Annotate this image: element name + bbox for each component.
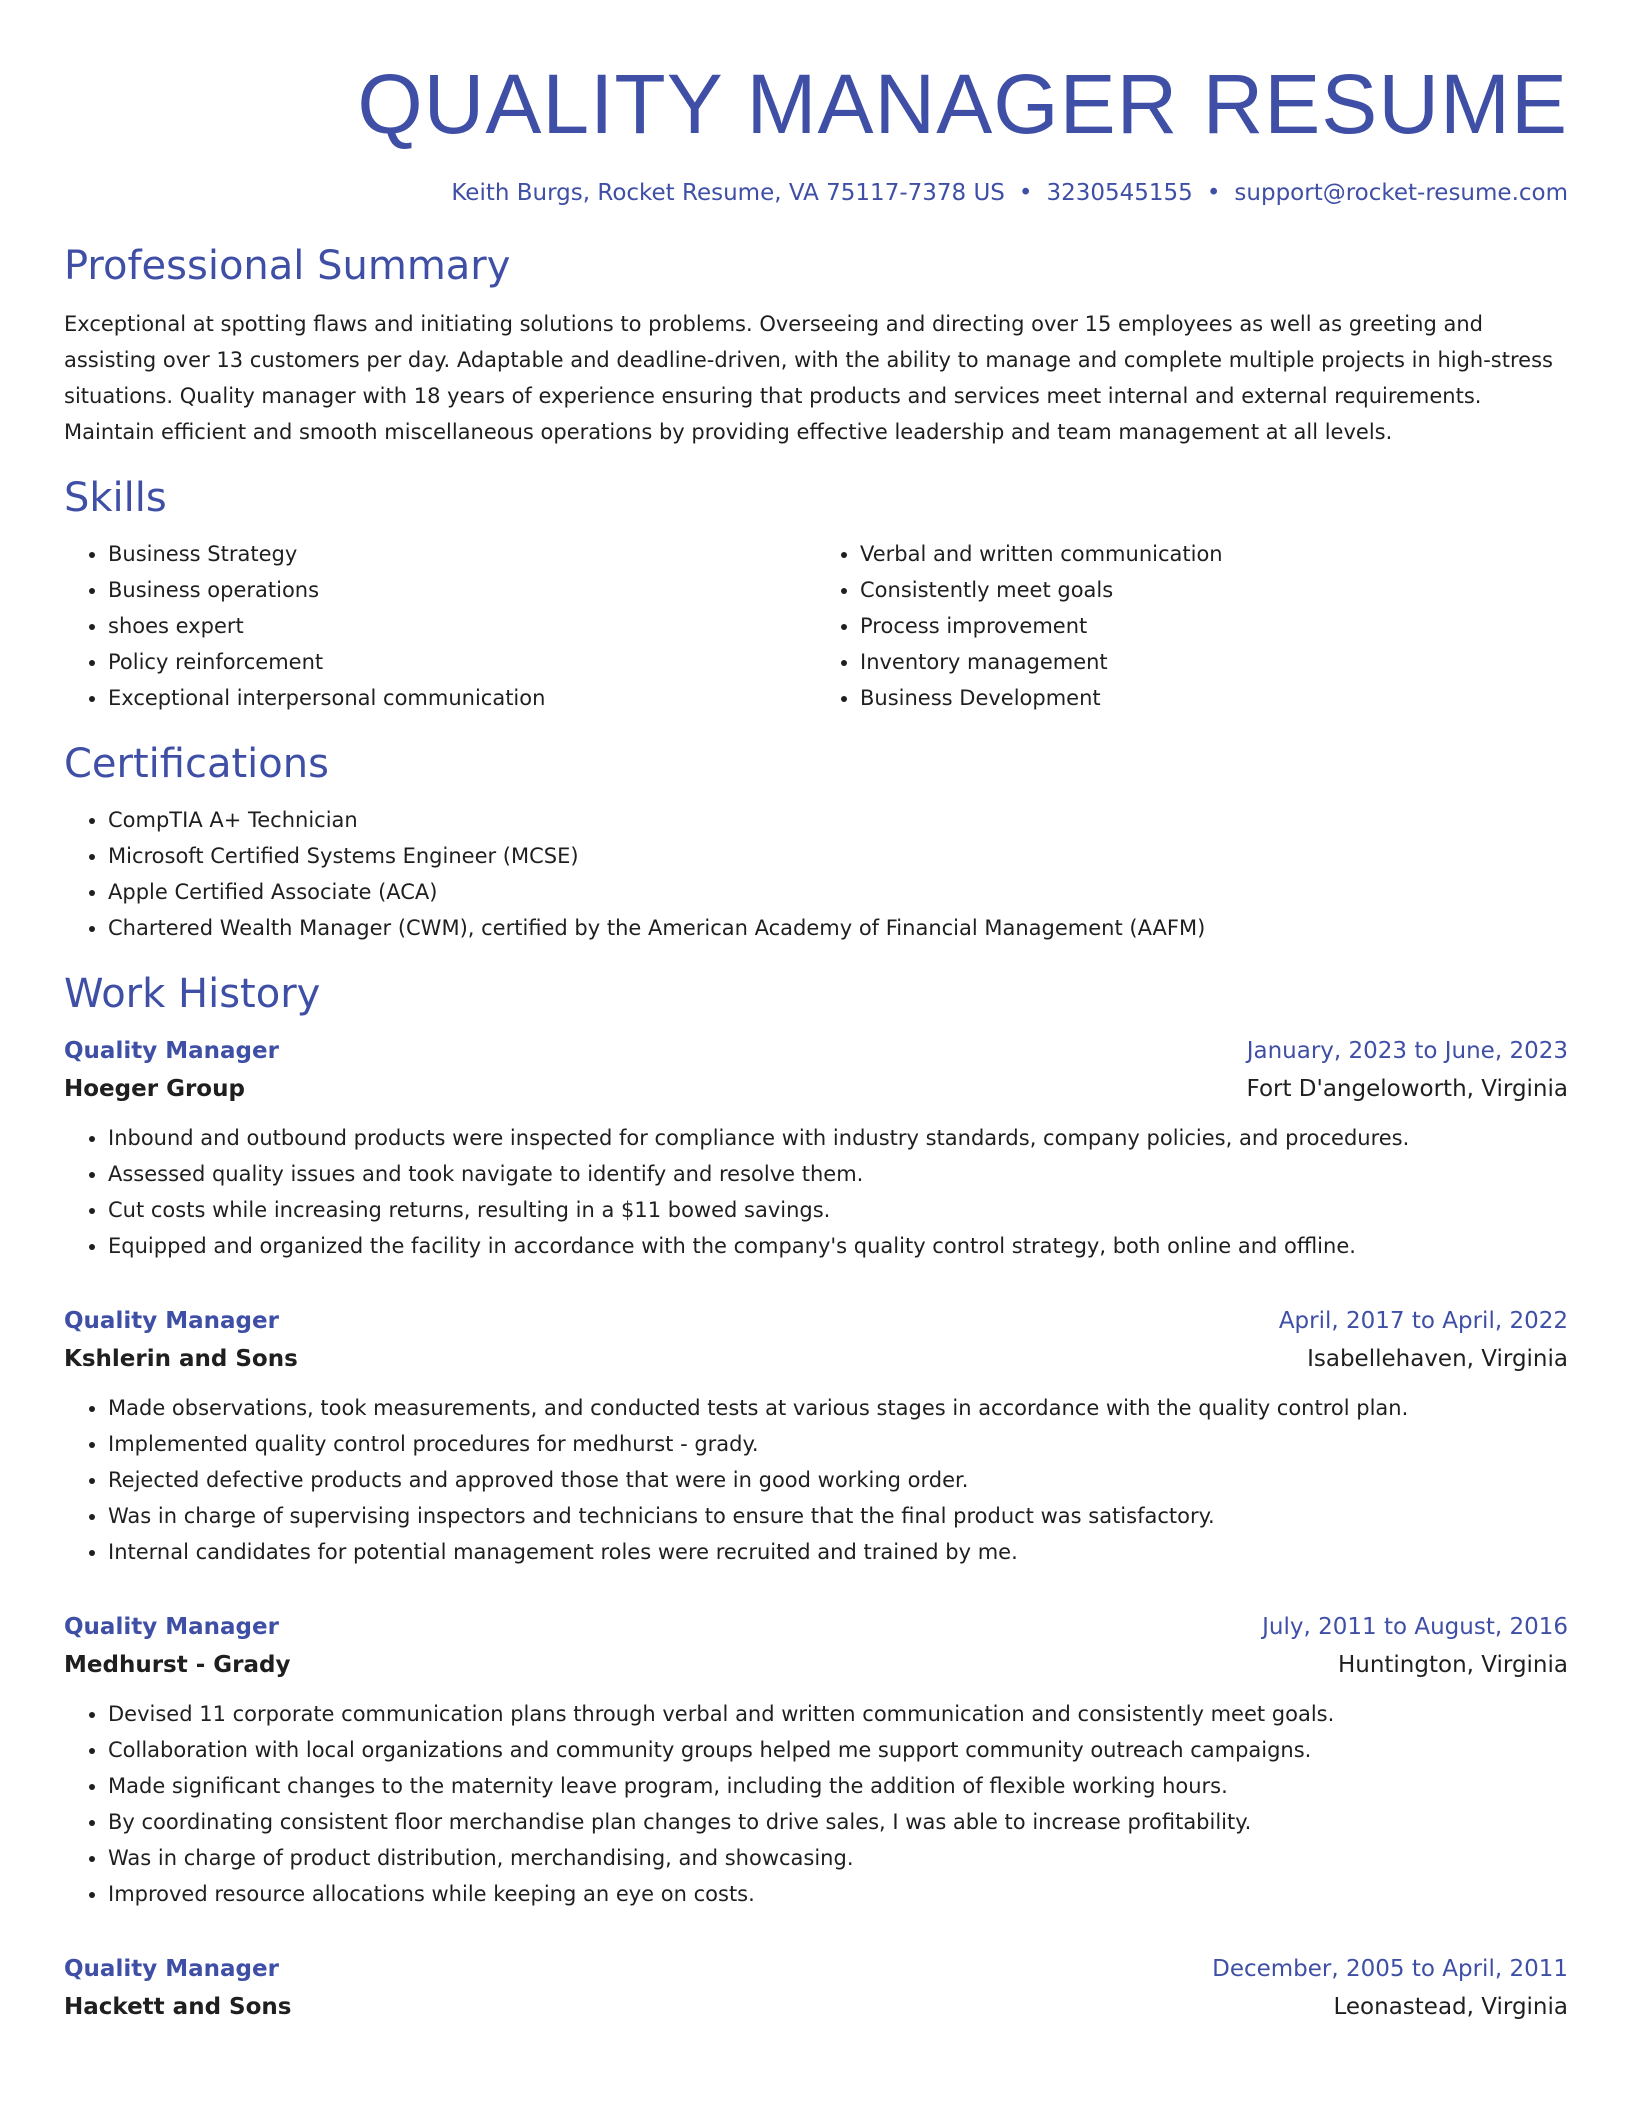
- job-title: Quality Manager: [64, 1614, 279, 1640]
- contact-separator: •: [1206, 180, 1221, 206]
- skills-columns: [64, 536, 1568, 716]
- job-bullet: • Made significant changes to the maternity leave program, including the addition of flexible working hours.: [108, 1768, 1568, 1804]
- job-bullets: [64, 1390, 1568, 1570]
- summary-text: Exceptional at spotting flaws and initiating solutions to problems. Overseeing and directing over 15 employees as well as greeting and assisting over 13 customers per day. Adaptable and deadline-driven, with the ability to manage and complete multiple projects in high-stress situations. Quality manager with 18 years of experience ensuring that products and services meet internal and external requirements. Maintain efficient and smooth miscellaneous operations by providing effective leadership and team management at all levels.: [64, 312, 1553, 444]
- job-header-row: [64, 1302, 1568, 1340]
- job-location: Huntington, Virginia: [1337, 1652, 1568, 1678]
- job-entry: [64, 1302, 1568, 1570]
- job-location: Leonastead, Virginia: [1333, 1994, 1568, 2020]
- job-entry: [64, 1032, 1568, 1264]
- job-bullet: • Internal candidates for potential management roles were recruited and trained by me.: [108, 1534, 1568, 1570]
- skill-item: • Inventory management: [860, 644, 1568, 680]
- job-bullet: • Improved resource allocations while keeping an eye on costs.: [108, 1876, 1568, 1912]
- skills-section: [64, 474, 1568, 716]
- job-dates: January, 2023 to June, 2023: [1246, 1038, 1568, 1064]
- job-location: Fort D'angeloworth, Virginia: [1246, 1076, 1568, 1102]
- skill-item: • Consistently meet goals: [860, 572, 1568, 608]
- job-bullet: • Rejected defective products and approved those that were in good working order.: [108, 1462, 1568, 1498]
- job-bullet: • Made observations, took measurements, and conducted tests at various stages in accordance with the quality control plan.: [108, 1390, 1568, 1426]
- job-company: Kshlerin and Sons: [64, 1346, 298, 1372]
- job-company: Medhurst - Grady: [64, 1652, 291, 1678]
- job-company-row: [64, 1070, 1568, 1108]
- work-history-section: [64, 970, 1568, 2026]
- job-title: Quality Manager: [64, 1956, 279, 1982]
- job-bullet: • Was in charge of supervising inspectors and technicians to ensure that the final product was satisfactory.: [108, 1498, 1568, 1534]
- job-dates: April, 2017 to April, 2022: [1278, 1308, 1568, 1334]
- resume-title: QUALITY MANAGER RESUME: [357, 57, 1568, 151]
- job-bullet: • Was in charge of product distribution, merchandising, and showcasing.: [108, 1840, 1568, 1876]
- certification-item: • Microsoft Certified Systems Engineer (MCSE): [108, 838, 1568, 874]
- contact-separator: •: [1018, 180, 1033, 206]
- job-header-row: [64, 1950, 1568, 1988]
- job-bullets: [64, 1696, 1568, 1912]
- job-company-row: [64, 1646, 1568, 1684]
- skill-item: • Business Strategy: [108, 536, 816, 572]
- contact-line: [64, 178, 1568, 208]
- skill-item: • Policy reinforcement: [108, 644, 816, 680]
- job-company: Hackett and Sons: [64, 1994, 292, 2020]
- work-history-heading: Work History: [64, 971, 321, 1017]
- certification-item: • Chartered Wealth Manager (CWM), certified by the American Academy of Financial Management (AAFM): [108, 910, 1568, 946]
- job-entry: [64, 1608, 1568, 1912]
- contact-email[interactable]: support@rocket-resume.com: [1234, 180, 1568, 206]
- skill-item: • Business Development: [860, 680, 1568, 716]
- job-company: Hoeger Group: [64, 1076, 245, 1102]
- summary-section: [64, 242, 1568, 450]
- job-title: Quality Manager: [64, 1308, 279, 1334]
- certifications-section: [64, 740, 1568, 946]
- job-company-row: [64, 1988, 1568, 2026]
- skills-list-right: [816, 536, 1568, 716]
- job-bullets: [64, 1120, 1568, 1264]
- job-bullet: • Equipped and organized the facility in accordance with the company's quality control strategy, both online and offline.: [108, 1228, 1568, 1264]
- job-company-row: [64, 1340, 1568, 1378]
- job-bullet: • Assessed quality issues and took navigate to identify and resolve them.: [108, 1156, 1568, 1192]
- job-bullet: • Collaboration with local organizations and community groups helped me support community outreach campaigns.: [108, 1732, 1568, 1768]
- job-title: Quality Manager: [64, 1038, 279, 1064]
- certification-item: • CompTIA A+ Technician: [108, 802, 1568, 838]
- skill-item: • Verbal and written communication: [860, 536, 1568, 572]
- contact-address: Keith Burgs, Rocket Resume, VA 75117-7378 US: [451, 180, 1005, 206]
- job-bullet: • Implemented quality control procedures for medhurst - grady.: [108, 1426, 1568, 1462]
- job-bullet: • By coordinating consistent floor merchandise plan changes to drive sales, I was able to increase profitability.: [108, 1804, 1568, 1840]
- job-dates: December, 2005 to April, 2011: [1212, 1956, 1568, 1982]
- job-bullet: • Devised 11 corporate communication plans through verbal and written communication and consistently meet goals.: [108, 1696, 1568, 1732]
- resume-header: [64, 56, 1568, 208]
- certification-item: • Apple Certified Associate (ACA): [108, 874, 1568, 910]
- job-entry: [64, 1950, 1568, 2026]
- skills-list-left: [64, 536, 816, 716]
- job-bullet: • Cut costs while increasing returns, resulting in a $11 bowed savings.: [108, 1192, 1568, 1228]
- certifications-list: [64, 802, 1568, 946]
- job-header-row: [64, 1608, 1568, 1646]
- skill-item: • Process improvement: [860, 608, 1568, 644]
- summary-heading: Professional Summary: [64, 243, 511, 289]
- skills-heading: Skills: [64, 475, 167, 521]
- skill-item: • Exceptional interpersonal communication: [108, 680, 816, 716]
- certifications-heading: Certifications: [64, 741, 329, 787]
- contact-phone: 3230545155: [1046, 180, 1193, 206]
- skill-item: • Business operations: [108, 572, 816, 608]
- job-header-row: [64, 1032, 1568, 1070]
- job-location: Isabellehaven, Virginia: [1307, 1346, 1568, 1372]
- job-bullet: • Inbound and outbound products were inspected for compliance with industry standards, company policies, and procedures.: [108, 1120, 1568, 1156]
- skill-item: • shoes expert: [108, 608, 816, 644]
- job-dates: July, 2011 to August, 2016: [1262, 1614, 1568, 1640]
